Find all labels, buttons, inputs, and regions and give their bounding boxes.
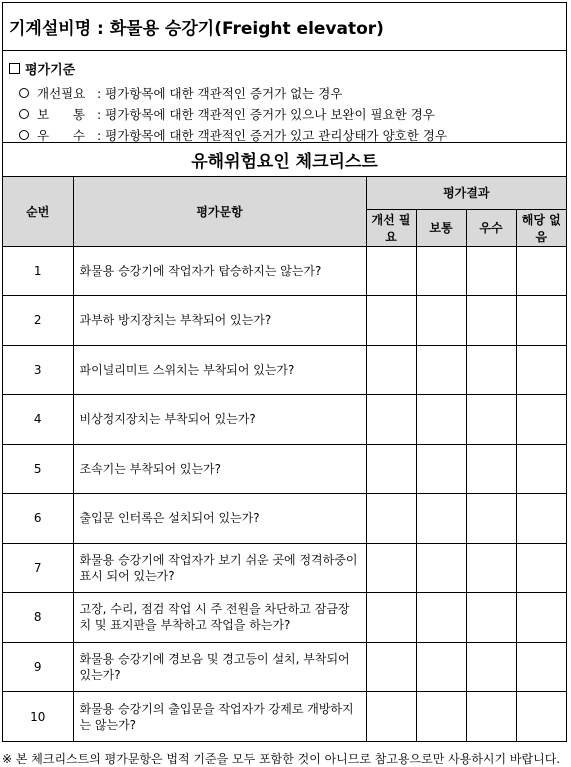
table-row [3, 246, 566, 296]
result-cell-normal[interactable] [416, 345, 466, 395]
result-cell-excellent[interactable] [466, 246, 516, 296]
row-number: 6 [3, 494, 73, 544]
result-cell-normal[interactable] [416, 543, 466, 593]
row-number: 7 [3, 543, 73, 593]
equipment-title: 기계설비명 : 화물용 승강기(Freight elevator) [3, 3, 566, 51]
result-cell-na[interactable] [516, 444, 566, 494]
table-row [3, 543, 566, 593]
result-cell-normal[interactable] [416, 444, 466, 494]
criteria-label: 보 통 [37, 106, 85, 122]
result-cell-na[interactable] [516, 692, 566, 742]
row-question: 출입문 인터록은 설치되어 있는가? [73, 494, 366, 544]
row-number: 4 [3, 395, 73, 445]
header-excellent: 우수 [466, 209, 516, 246]
result-cell-excellent[interactable] [466, 345, 516, 395]
result-cell-na[interactable] [516, 593, 566, 643]
result-cell-excellent[interactable] [466, 543, 516, 593]
result-cell-improve[interactable] [366, 593, 416, 643]
circle-bullet-icon [19, 130, 29, 140]
table-row [3, 444, 566, 494]
row-question: 화물용 승강기의 출입문을 작업자가 강제로 개방하지는 않는가? [73, 692, 366, 742]
row-number: 9 [3, 642, 73, 692]
result-cell-excellent[interactable] [466, 395, 516, 445]
result-cell-na[interactable] [516, 246, 566, 296]
result-cell-excellent[interactable] [466, 494, 516, 544]
row-question: 고장, 수리, 점검 작업 시 주 전원을 차단하고 잠금장치 및 표지판을 부착하고 작업을 하는가? [73, 593, 366, 643]
criteria-heading: 평가기준 [25, 63, 76, 78]
result-cell-improve[interactable] [366, 543, 416, 593]
row-question: 화물용 승강기에 작업자가 탑승하지는 않는가? [73, 246, 366, 296]
result-cell-excellent[interactable] [466, 692, 516, 742]
table-row [3, 296, 566, 346]
row-question: 조속기는 부착되어 있는가? [73, 444, 366, 494]
result-cell-na[interactable] [516, 395, 566, 445]
row-number: 1 [3, 246, 73, 296]
circle-bullet-icon [19, 109, 29, 119]
result-cell-improve[interactable] [366, 494, 416, 544]
header-normal: 보통 [416, 209, 466, 246]
result-cell-na[interactable] [516, 345, 566, 395]
row-number: 8 [3, 593, 73, 643]
result-cell-na[interactable] [516, 543, 566, 593]
row-question: 파이널리미트 스위치는 부착되어 있는가? [73, 345, 366, 395]
result-cell-na[interactable] [516, 642, 566, 692]
result-cell-improve[interactable] [366, 642, 416, 692]
result-cell-improve[interactable] [366, 692, 416, 742]
checklist-table [3, 177, 566, 741]
row-number: 2 [3, 296, 73, 346]
result-cell-excellent[interactable] [466, 444, 516, 494]
result-cell-excellent[interactable] [466, 642, 516, 692]
circle-bullet-icon [19, 88, 29, 98]
header-result: 평가결과 [366, 177, 566, 209]
checklist-document [2, 2, 567, 742]
criteria-label: 개선필요 [37, 85, 86, 101]
result-cell-improve[interactable] [366, 395, 416, 445]
checklist-title: 유해위험요인 체크리스트 [3, 143, 566, 177]
row-question: 화물용 승강기에 작업자가 보기 쉬운 곳에 정격하중이 표시 되어 있는가? [73, 543, 366, 593]
table-row [3, 395, 566, 445]
result-cell-na[interactable] [516, 494, 566, 544]
row-question: 비상정지장치는 부착되어 있는가? [73, 395, 366, 445]
result-cell-improve[interactable] [366, 296, 416, 346]
criteria-item [9, 124, 566, 145]
header-question: 평가문항 [73, 177, 366, 246]
row-number: 3 [3, 345, 73, 395]
result-cell-improve[interactable] [366, 246, 416, 296]
row-number: 10 [3, 692, 73, 742]
result-cell-normal[interactable] [416, 642, 466, 692]
criteria-desc: : 평가항목에 대한 객관적인 증거가 없는 경우 [97, 85, 343, 101]
row-question: 과부하 방지장치는 부착되어 있는가? [73, 296, 366, 346]
table-row [3, 345, 566, 395]
table-row [3, 593, 566, 643]
criteria-desc: : 평가항목에 대한 객관적인 증거가 있으나 보완이 필요한 경우 [97, 106, 435, 122]
header-na: 해당 없음 [516, 209, 566, 246]
criteria-item [9, 103, 566, 124]
row-number: 5 [3, 444, 73, 494]
footer-note: ※ 본 체크리스트의 평가문항은 법적 기준을 모두 포함한 것이 아니므로 참고용으로만 사용하시기 바랍니다. [2, 752, 561, 766]
result-cell-improve[interactable] [366, 444, 416, 494]
result-cell-normal[interactable] [416, 296, 466, 346]
header-no: 순번 [3, 177, 73, 246]
criteria-item [9, 82, 566, 103]
result-cell-normal[interactable] [416, 395, 466, 445]
result-cell-normal[interactable] [416, 246, 466, 296]
table-row [3, 642, 566, 692]
result-cell-normal[interactable] [416, 593, 466, 643]
result-cell-excellent[interactable] [466, 593, 516, 643]
row-question: 화물용 승강기에 경보음 및 경고등이 설치, 부착되어 있는가? [73, 642, 366, 692]
result-cell-na[interactable] [516, 296, 566, 346]
evaluation-criteria [3, 51, 566, 143]
table-row [3, 692, 566, 742]
result-cell-normal[interactable] [416, 692, 466, 742]
result-cell-normal[interactable] [416, 494, 466, 544]
checkbox-square-icon [9, 63, 20, 74]
table-row [3, 494, 566, 544]
result-cell-improve[interactable] [366, 345, 416, 395]
header-improve: 개선 필요 [366, 209, 416, 246]
criteria-label: 우 수 [37, 127, 85, 143]
criteria-desc: : 평가항목에 대한 객관적인 증거가 있고 관리상태가 양호한 경우 [97, 127, 447, 143]
result-cell-excellent[interactable] [466, 296, 516, 346]
